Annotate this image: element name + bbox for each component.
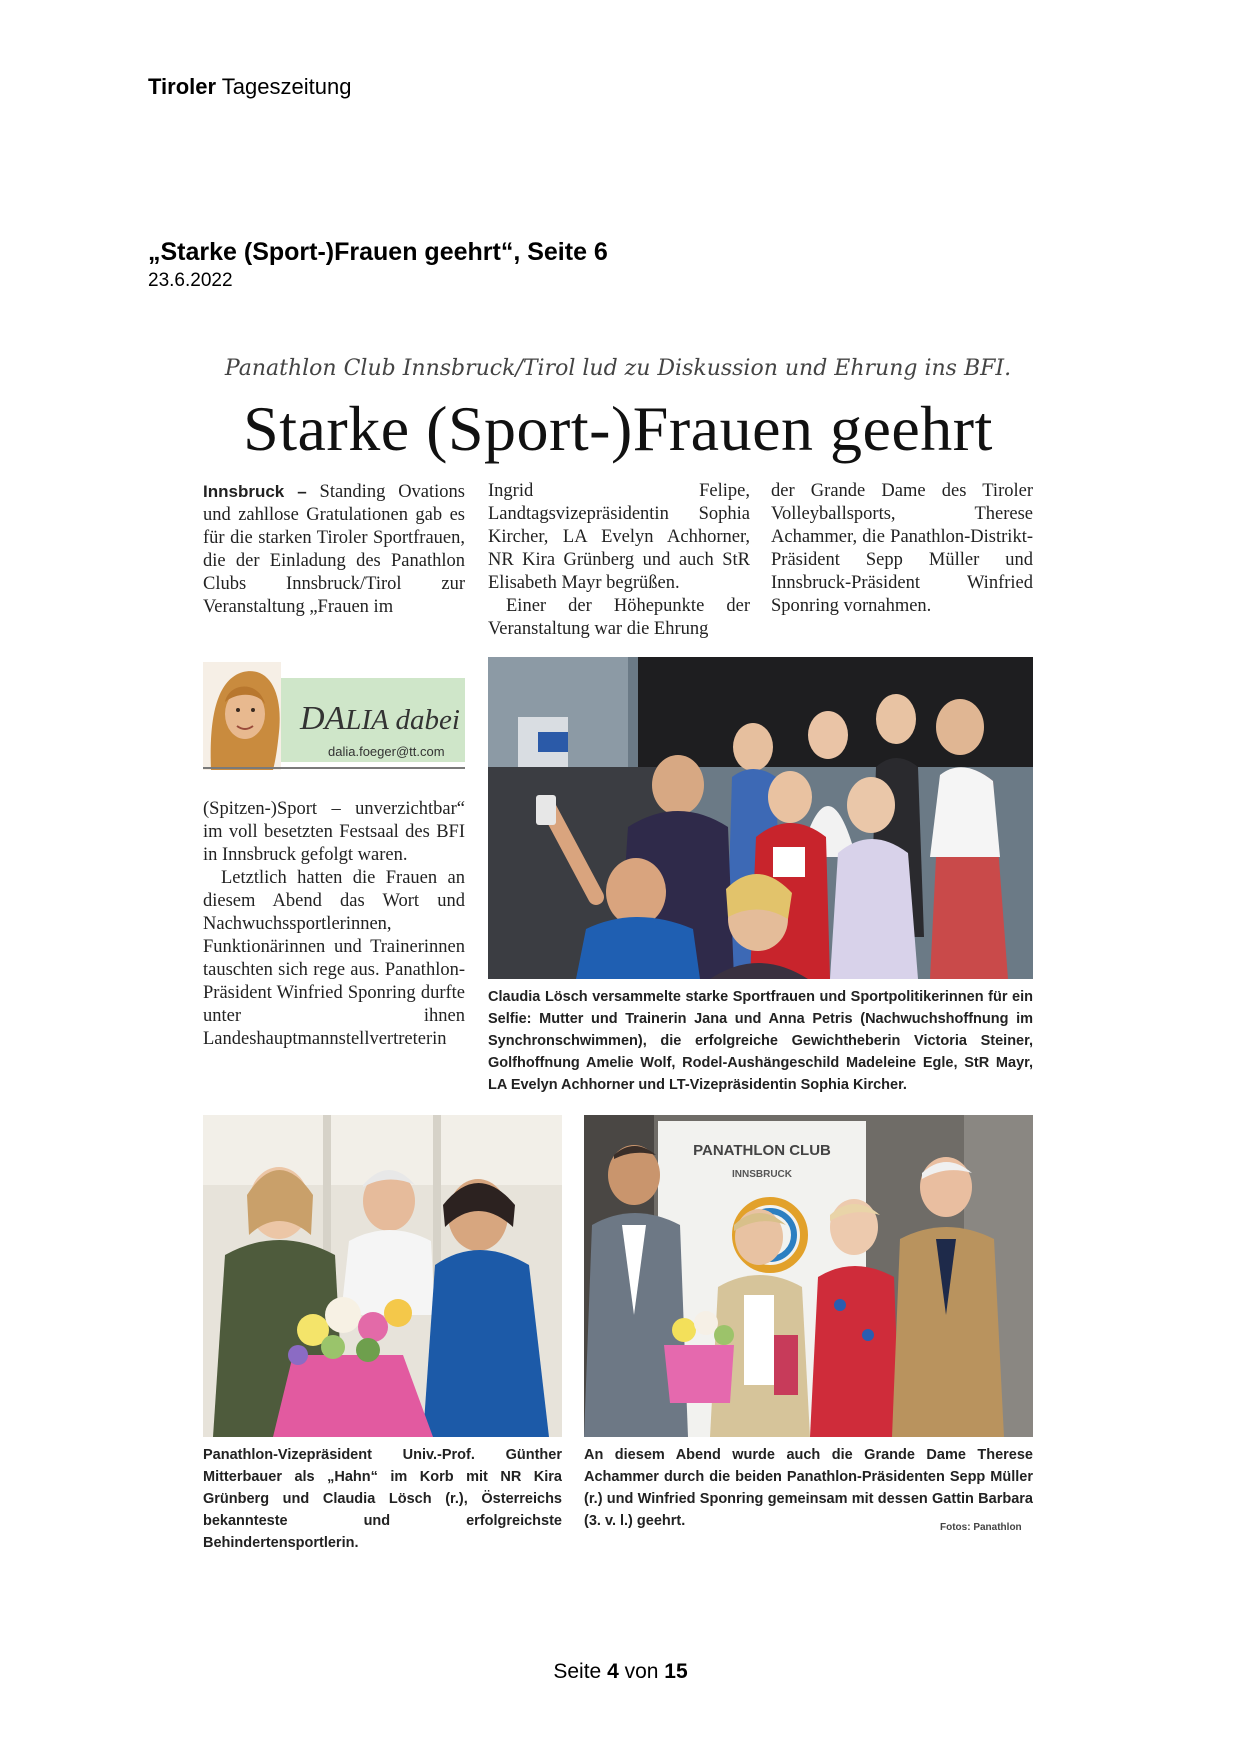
article-column-1-continued (203, 798, 465, 1051)
bottom-left-photo (203, 1115, 562, 1437)
honoring-group-photo-icon (584, 1115, 1033, 1437)
article-column-3 (771, 480, 1033, 618)
page-number (0, 1660, 1241, 1684)
total-pages: 15 (664, 1660, 688, 1683)
photo-credit: Fotos: Panathlon (940, 1522, 1022, 1533)
group-selfie-photo-icon (488, 657, 1033, 979)
current-page: 4 (607, 1660, 619, 1683)
column-1-text: Standing Ovations und zahllose Gratulationen gab es für die starken Tiroler Sportfrauen, die der Einladung des Panathlon Clubs Innsbruck/Tirol zur Veranstaltung „Frauen im (203, 482, 465, 617)
banner-line-2: INNSBRUCK (732, 1169, 792, 1180)
selfie-photo (488, 657, 1033, 979)
selfie-caption: Claudia Lösch versammelte starke Sportfrauen und Sportpolitikerinnen für ein Selfie: Mutter und Trainerin Jana und Anna Petris (Nachwuchshoffnung im Synchronschwimmen), die erfolgreiche Gewichtheberin Victoria Steiner, Golfhoffnung Amelie Wolf, Rodel-Aushängeschild Madeleine Egle, StR Mayr, LA Evelyn Achhorner und LT-Vizepräsidentin Sophia Kircher. (488, 989, 1033, 1093)
publication-name-bold: Tiroler (148, 74, 217, 99)
columnist-name-rest: LIA dabei (345, 704, 460, 736)
bottom-left-caption: Panathlon-Vizepräsident Univ.-Prof. Günther Mitterbauer als „Hahn“ im Korb mit NR Kira Grünberg und Claudia Lösch (r.), Österreichs bekannteste und erfolgreichste Behindertensportlerin. (203, 1447, 562, 1551)
columnist-email: dalia.foeger@tt.com (328, 744, 445, 759)
article-kicker: Panathlon Club Innsbruck/Tirol lud zu Diskussion und Ehrung ins BFI. (224, 356, 1012, 381)
trio-with-bouquet-photo-icon (203, 1115, 562, 1437)
document-date: 23.6.2022 (148, 270, 233, 291)
page-middle: von (624, 1660, 659, 1683)
document-title: „Starke (Sport-)Frauen geehrt“, Seite 6 (148, 238, 608, 266)
dateline: Innsbruck – (203, 482, 307, 501)
bottom-right-caption: An diesem Abend wurde auch die Grande Dame Therese Achammer durch die beiden Panathlon-Präsidenten Sepp Müller (r.) und Winfried Sponring gemeinsam mit dessen Gattin Barbara (3. v. l.) geehrt. (584, 1447, 1033, 1529)
columnist-name (300, 700, 460, 738)
article-headline: Starke (Sport-)Frauen geehrt (243, 393, 993, 464)
banner-line-1: PANATHLON CLUB (693, 1142, 831, 1159)
column-2-paragraph-2: Einer der Höhepunkte der Veranstaltung war die Ehrung (488, 596, 750, 639)
publication-name-rest: Tageszeitung (221, 74, 352, 99)
columnist-name-caps: DA (300, 700, 346, 737)
column-2-paragraph-1: Ingrid Felipe, Landtagsvizepräsidentin Sophia Kircher, LA Evelyn Achhorner, NR Kira Grünberg und auch StR Elisabeth Mayr begrüßen. (488, 481, 750, 593)
bottom-right-photo (584, 1115, 1033, 1437)
column-1b-paragraph-1: (Spitzen-)Sport – unverzichtbar“ im voll besetzten Festsaal des BFI in Innsbruck gefolgt waren. (203, 799, 465, 865)
publication-name (148, 74, 351, 100)
page-prefix: Seite (553, 1660, 602, 1683)
article-column-2 (488, 480, 750, 641)
article-column-1 (203, 480, 465, 619)
column-1b-paragraph-2: Letztlich hatten die Frauen an diesem Abend das Wort und Nachwuchssportlerinnen, Funktionärinnen und Trainerinnen tauschten sich rege aus. Panathlon-Präsident Winfried Sponring durfte unter ihnen Landeshauptmannstellvertreterin (203, 868, 465, 1049)
column-3-text: der Grande Dame des Tiroler Volleyballsports, Therese Achammer, die Panathlon-Distrikt-Präsident Sepp Müller und Innsbruck-Präsident Winfried Sponring vornahmen. (771, 481, 1033, 616)
